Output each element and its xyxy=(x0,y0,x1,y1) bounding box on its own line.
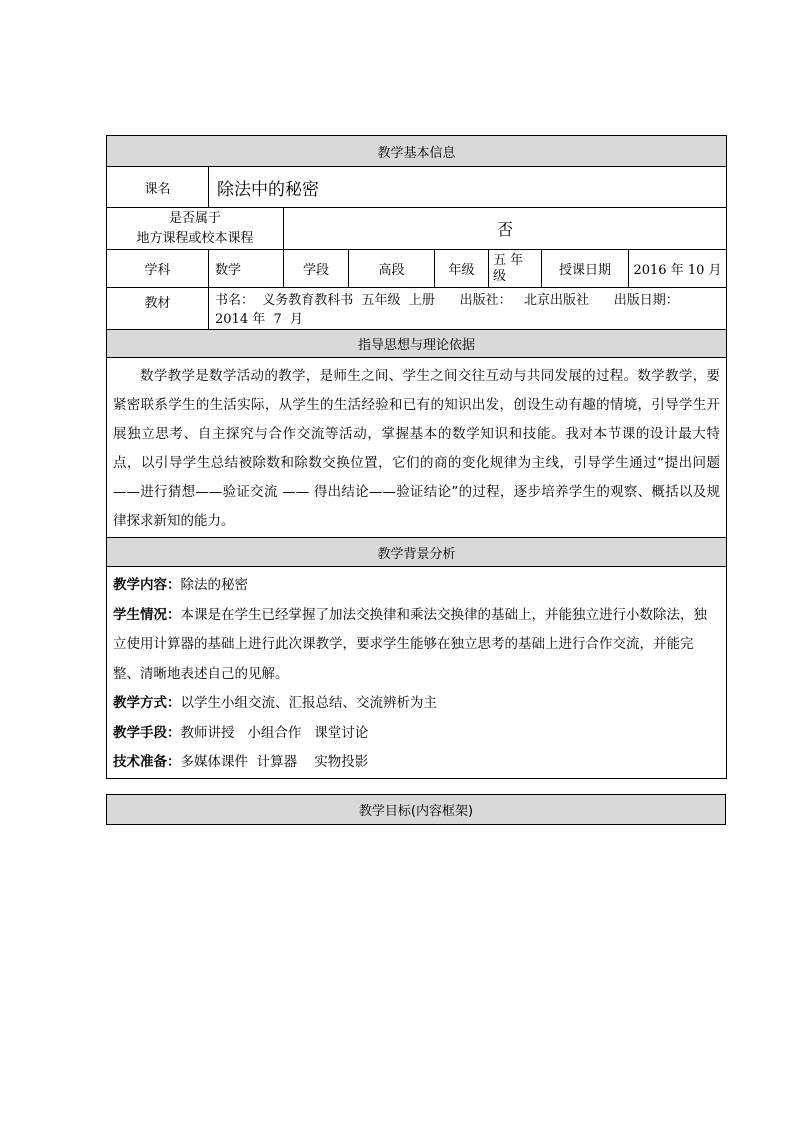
grade-value xyxy=(489,250,542,288)
means-row xyxy=(107,719,726,749)
textbook-line1: 书名： 义务教育教科书 五年级 上册 出版社： 北京出版社 出版日期： xyxy=(215,293,679,308)
content-value: 除法的秘密 xyxy=(180,577,248,593)
local-course-label-line2: 地方课程或校本课程 xyxy=(136,230,254,246)
lesson-info-table xyxy=(106,135,727,779)
content-row xyxy=(107,571,726,601)
tech-value: 多媒体课件 计算器 实物投影 xyxy=(180,754,369,770)
date-value: 2016 年 10 月 xyxy=(629,250,727,288)
textbook-line2: 2014 年 7 月 xyxy=(215,312,304,327)
course-label: 课名 xyxy=(107,167,209,208)
guiding-header: 指导思想与理论依据 xyxy=(107,330,727,358)
textbook-value xyxy=(209,288,727,330)
grade-value-line2: 级 xyxy=(493,268,507,284)
students-row xyxy=(107,601,726,690)
objectives-table xyxy=(106,794,726,825)
means-label: 教学手段： xyxy=(113,724,181,741)
students-value: 本课是在学生已经掌握了加法交换律和乘法交换律的基础上，并能独立进行小数除法，独立使用计算器的基础上进行此次课教学，要求学生能够在独立思考的基础上进行合作交流，并能完整、清晰地表述自己的见解。 xyxy=(113,606,707,682)
method-row xyxy=(107,689,726,719)
means-value: 教师讲授 小组合作 课堂讨论 xyxy=(180,724,369,741)
subject-value: 数学 xyxy=(209,250,284,288)
objectives-header: 教学目标(内容框架) xyxy=(107,795,726,825)
course-value: 除法中的秘密 xyxy=(209,167,727,208)
local-course-label xyxy=(107,208,284,250)
students-label: 学生情况： xyxy=(113,606,181,623)
local-course-value: 否 xyxy=(284,208,727,250)
content-label: 教学内容： xyxy=(113,577,181,593)
date-label: 授课日期 xyxy=(542,250,629,288)
tech-row xyxy=(107,748,726,778)
method-value: 以学生小组交流、汇报总结、交流辨析为主 xyxy=(180,695,437,711)
local-course-label-line1: 是否属于 xyxy=(168,210,221,226)
stage-label: 学段 xyxy=(284,250,349,288)
background-content xyxy=(107,567,727,779)
tech-label: 技术准备： xyxy=(113,754,181,770)
basic-info-header: 教学基本信息 xyxy=(107,136,727,167)
guiding-text: 数学教学是数学活动的教学，是师生之间、学生之间交往互动与共同发展的过程。数学教学，要紧密联系学生的生活实际，从学生的生活经验和已有的知识出发，创设生动有趣的情境，引导学生开展独立思考、自主探究与合作交流等活动，掌握基本的数学知识和技能。我对本节课的设计最大特点，以引导学生总结被除数和除数交换位置，它们的商的变化规律为主线，引导学生通过“提出问题 ——进行猜想——验证交流 —— 得出结论——验证结论”的过程，逐步培养学生的观察、概括以及规律探求新知的能力。 xyxy=(107,358,727,538)
grade-label: 年级 xyxy=(435,250,489,288)
subject-label: 学科 xyxy=(107,250,209,288)
grade-value-line1: 五 年 xyxy=(493,252,524,268)
method-label: 教学方式： xyxy=(113,695,181,711)
stage-value: 高段 xyxy=(349,250,435,288)
background-header: 教学背景分析 xyxy=(107,538,727,567)
textbook-label: 教材 xyxy=(107,288,209,330)
